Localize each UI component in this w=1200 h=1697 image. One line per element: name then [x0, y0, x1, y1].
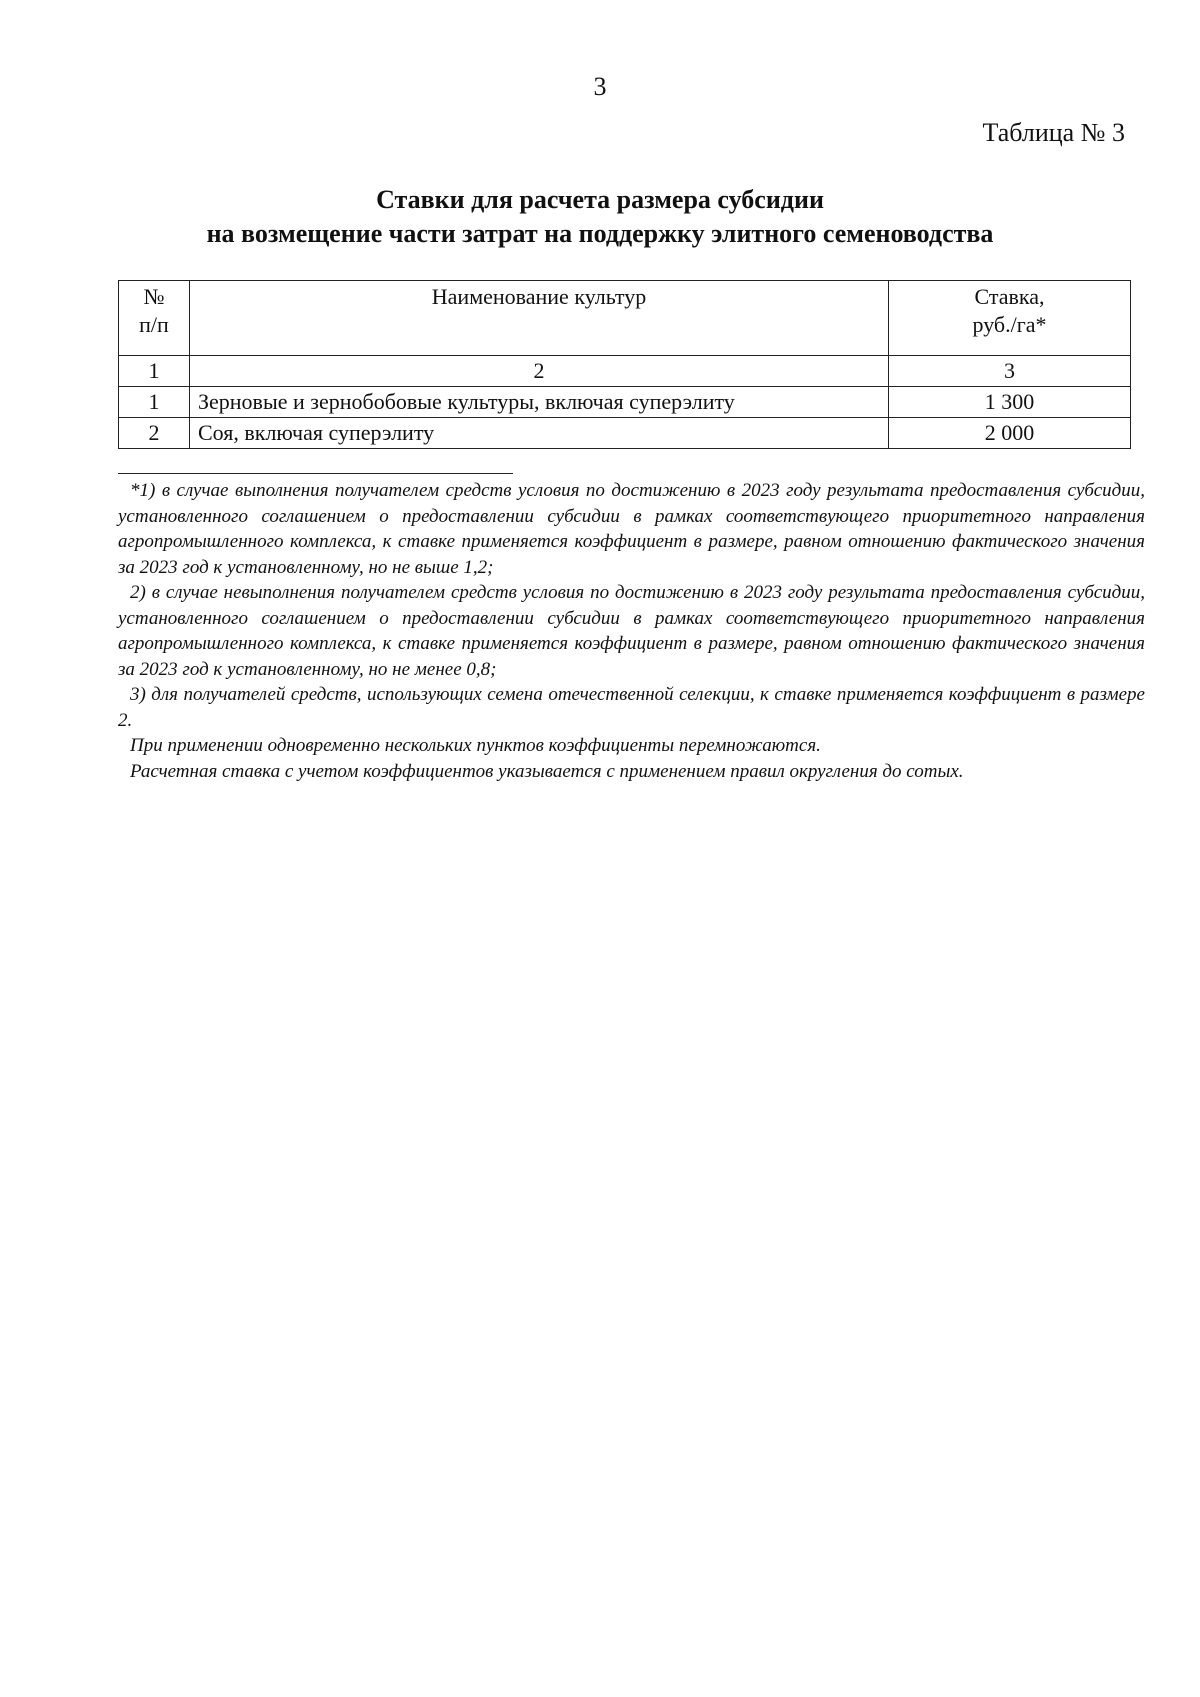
title-line-2: на возмещение части затрат на поддержку элитного семеноводства: [206, 219, 994, 248]
footnote-4: При применении одновременно нескольких пунктов коэффициенты перемножаются.: [130, 735, 821, 756]
row-rate: 2 000: [889, 418, 1131, 449]
footnote-divider: [118, 473, 513, 474]
header-rate: [889, 281, 1131, 356]
index-cell: 3: [889, 356, 1131, 387]
rates-table: [118, 280, 1131, 449]
title-line-1: Ставки для расчета размера субсидии: [376, 185, 824, 214]
header-rate-line-1: Ставка,: [974, 284, 1045, 309]
table-row: [119, 418, 1131, 449]
footnotes: [118, 478, 1145, 784]
footnote-3: 3) для получателей средств, использующих семена отечественной селекции, к ставке применяется коэффициент в размере 2.: [118, 684, 1145, 731]
header-num: [119, 281, 190, 356]
footnote-2: 2) в случае невыполнения получателем средств условия по достижению в 2023 году результата предоставления субсидии, установленного соглашением о предоставлении субсидии в рамках соответствующего приоритетного направления агропромышленного комплекса, к ставке применяется коэффициент в размере, равном отношению фактического значения за 2023 год к установленному, но не менее 0,8;: [118, 582, 1145, 680]
table-header-row: [119, 281, 1131, 356]
row-num: 2: [119, 418, 190, 449]
page-number: 3: [593, 72, 607, 101]
row-rate: 1 300: [889, 387, 1131, 418]
header-num-line-2: п/п: [139, 312, 169, 337]
table-index-row: [119, 356, 1131, 387]
footnote-1: *1) в случае выполнения получателем средств условия по достижению в 2023 году результата предоставления субсидии, установленного соглашением о предоставлении субсидии в рамках соответствующего приоритетного направления агропромышленного комплекса, к ставке применяется коэффициент в размере, равном отношению фактического значения за 2023 год к установленному, но не выше 1,2;: [118, 480, 1145, 578]
index-cell: 2: [190, 356, 889, 387]
document-title: [0, 183, 1200, 251]
index-cell: 1: [119, 356, 190, 387]
row-crop-name: Зерновые и зернобобовые культуры, включая суперэлиту: [190, 387, 889, 418]
header-name: Наименование культур: [190, 281, 889, 356]
header-rate-line-2: руб./га*: [972, 312, 1047, 337]
table-row: [119, 387, 1131, 418]
footnote-5: Расчетная ставка с учетом коэффициентов указывается с применением правил округления до сотых.: [130, 760, 964, 782]
row-crop-name: Соя, включая суперэлиту: [190, 418, 889, 449]
row-num: 1: [119, 387, 190, 418]
header-num-line-1: №: [143, 284, 165, 309]
table-label: Таблица № 3: [982, 118, 1125, 147]
